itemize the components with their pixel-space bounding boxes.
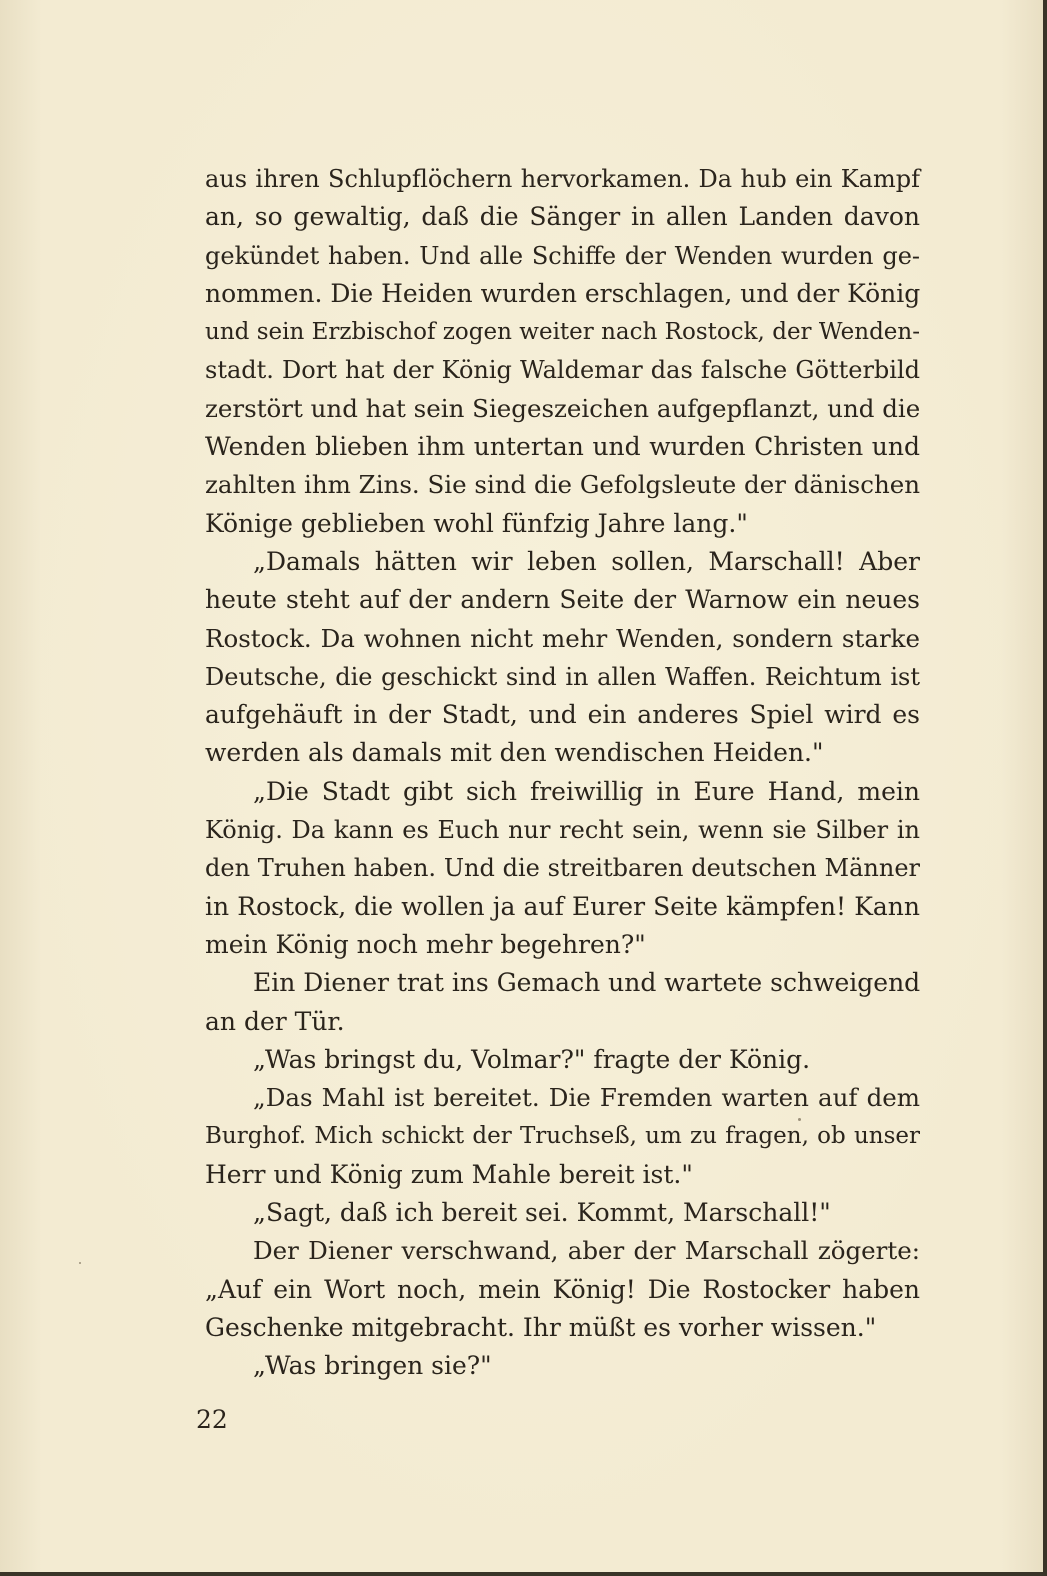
- text-line: Burghof. Mich schickt der Truchseß, um zu fragen, ob unser: [205, 1123, 920, 1150]
- text-line: heute steht auf der andern Seite der Warnow ein neues: [205, 585, 920, 615]
- text-line: Herr und König zum Mahle bereit ist.": [205, 1159, 693, 1189]
- body-text: [205, 160, 920, 1386]
- text-line: und sein Erzbischof zogen weiter nach Rostock, der Wenden-: [205, 319, 920, 346]
- text-line: den Truhen haben. Und die streitbaren deutschen Männer: [205, 854, 920, 883]
- text-line: „Was bringst du, Volmar?" fragte der König.: [253, 1044, 811, 1074]
- text-line: an, so gewaltig, daß die Sänger in allen Landen davon: [205, 202, 920, 232]
- text-line: Wenden blieben ihm untertan und wurden Christen und: [205, 432, 920, 462]
- paper-speck: [798, 1118, 801, 1121]
- text-line: stadt. Dort hat der König Waldemar das falsche Götterbild: [205, 356, 920, 385]
- text-line: Könige geblieben wohl fünfzig Jahre lang.": [205, 508, 748, 538]
- text-line: „Auf ein Wort noch, mein König! Die Rostocker haben: [205, 1274, 920, 1304]
- text-line: „Damals hätten wir leben sollen, Marschall! Aber: [253, 546, 920, 576]
- text-line: „Sagt, daß ich bereit sei. Kommt, Marschall!": [253, 1198, 831, 1228]
- text-line: Ein Diener trat ins Gemach und wartete schweigend: [253, 968, 921, 998]
- text-line: Rostock. Da wohnen nicht mehr Wenden, sondern starke: [205, 623, 920, 653]
- text-line: in Rostock, die wollen ja auf Eurer Seite kämpfen! Kann: [205, 891, 920, 921]
- paper-speck: [79, 1262, 81, 1264]
- text-line: Geschenke mitgebracht. Ihr müßt es vorher wissen.": [205, 1312, 877, 1342]
- text-line: Deutsche, die geschickt sind in allen Waffen. Reichtum ist: [205, 662, 920, 691]
- text-line: König. Da kann es Euch nur recht sein, wenn sie Silber in: [205, 816, 920, 845]
- text-line: „Was bringen sie?": [253, 1351, 492, 1381]
- text-line: an der Tür.: [205, 1006, 345, 1036]
- page-number: 22: [196, 1405, 228, 1434]
- text-line: zahlten ihm Zins. Sie sind die Gefolgsleute der dänischen: [205, 470, 920, 500]
- text-line: „Die Stadt gibt sich freiwillig in Eure Hand, mein: [253, 776, 920, 806]
- text-line: aus ihren Schlupflöchern hervorkamen. Da hub ein Kampf: [205, 165, 920, 193]
- text-line: zerstört und hat sein Siegeszeichen aufgepflanzt, und die: [205, 393, 921, 423]
- text-line: Der Diener verschwand, aber der Marschall zögerte:: [253, 1236, 920, 1266]
- text-line: mein König noch mehr begehren?": [205, 929, 646, 959]
- text-line: gekündet haben. Und alle Schiffe der Wenden wurden ge-: [205, 241, 920, 270]
- text-line: werden als damals mit den wendischen Heiden.": [205, 738, 824, 768]
- text-line: aufgehäuft in der Stadt, und ein anderes Spiel wird es: [205, 700, 920, 730]
- text-line: nommen. Die Heiden wurden erschlagen, und der König: [205, 278, 921, 308]
- text-line: „Das Mahl ist bereitet. Die Fremden warten auf dem: [253, 1083, 920, 1113]
